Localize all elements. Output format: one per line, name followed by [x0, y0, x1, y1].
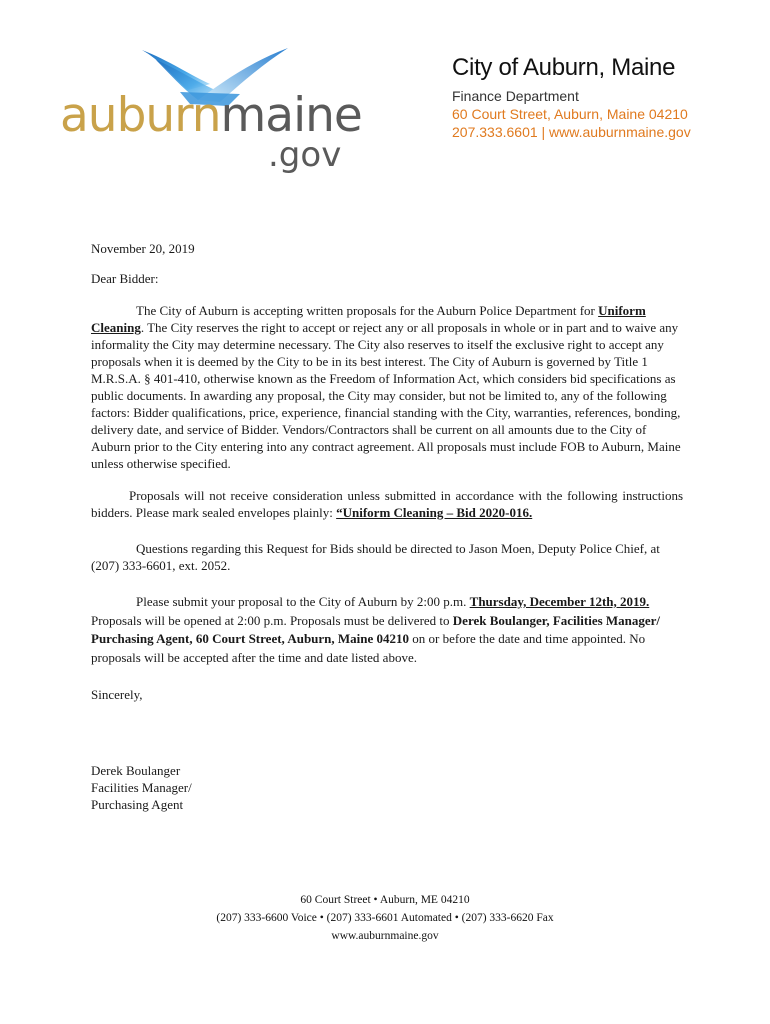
logo-wordmark-part1: auburn: [60, 88, 221, 143]
logo-wordmark: [60, 88, 362, 143]
letter-closing: Sincerely,: [91, 687, 143, 702]
letter-greeting: Dear Bidder:: [91, 271, 159, 286]
letter-paragraph-4: [91, 593, 683, 667]
paragraph-text: on or before the date and time appointed. No proposals will be accepted after the time and date listed above.: [91, 631, 646, 665]
letterhead-title: City of Auburn, Maine: [452, 54, 676, 81]
letterhead: [452, 54, 691, 142]
paragraph-emphasis: Thursday, December 12th, 2019.: [469, 594, 650, 609]
paragraph-emphasis: Derek Boulanger, Facilities Manager/ Purchasing Agent, 60 Court Street, Auburn, Maine 04210: [91, 612, 661, 646]
paragraph-text: Proposals will be opened at 2:00 p.m. Proposals must be delivered to: [91, 612, 453, 628]
signature-title-1: Facilities Manager/: [91, 780, 192, 795]
letterhead-contact: 207.333.6601 | www.auburnmaine.gov: [452, 124, 691, 140]
letter-paragraph-3: Questions regarding this Request for Bids should be directed to Jason Moen, Deputy Police Chief, at (207) 333-6601, ext. 2052.: [91, 541, 660, 573]
paragraph-text: Proposals will not receive consideration unless submitted in accordance with the following instructions bidders. Please mark sealed envelopes plainly:: [91, 488, 683, 520]
page-footer: [0, 891, 770, 945]
logo-wordmark-suffix: .gov: [268, 135, 342, 175]
footer-phones: (207) 333-6600 Voice • (207) 333-6601 Automated • (207) 333-6620 Fax: [216, 912, 554, 924]
letter-paragraph-1: [91, 302, 683, 472]
footer-website: www.auburnmaine.gov: [331, 930, 439, 942]
letter-body: [91, 240, 683, 703]
paragraph-text: . The City reserves the right to accept or reject any or all proposals in whole or in part and to waive any informality the City may determine necessary. The City also reserves to itself the exclusive right to accept any proposals when it is deemed by the City to be in its best interest. The City of Auburn is governed by Title 1 M.R.S.A. § 401-410, otherwise known as the Freedom of Information Act, which considers bid specifications as public documents. In awarding any proposal, the City may consider, but not be limited to, any of the following factors: Bidder qualifications, price, experience, financial standing with the City, warranties, references, bonding, delivery date, and service of Bidder. Vendors/Contractors shall be current on all amounts due to the City of Auburn prior to the City entering into any contract agreement. All proposals must include FOB to Auburn, Maine unless otherwise specified.: [91, 320, 681, 471]
paragraph-emphasis: Uniform Cleaning: [91, 303, 646, 335]
footer-address: 60 Court Street • Auburn, ME 04210: [300, 894, 470, 906]
letterhead-department: Finance Department: [452, 88, 579, 104]
paragraph-emphasis: “Uniform Cleaning – Bid 2020-016.: [336, 505, 533, 520]
signature-title-2: Purchasing Agent: [91, 797, 184, 812]
signature-block: [91, 762, 192, 813]
letterhead-address: 60 Court Street, Auburn, Maine 04210: [452, 106, 688, 122]
logo-wordmark-part2: maine: [220, 88, 362, 143]
paragraph-text: The City of Auburn is accepting written proposals for the Auburn Police Department for: [136, 303, 599, 318]
paragraph-text: Please submit your proposal to the City of Auburn by 2:00 p.m.: [136, 594, 470, 609]
letter-paragraph-2: [91, 487, 683, 521]
letter-date: November 20, 2019: [91, 241, 195, 256]
signature-name: Derek Boulanger: [91, 763, 181, 778]
